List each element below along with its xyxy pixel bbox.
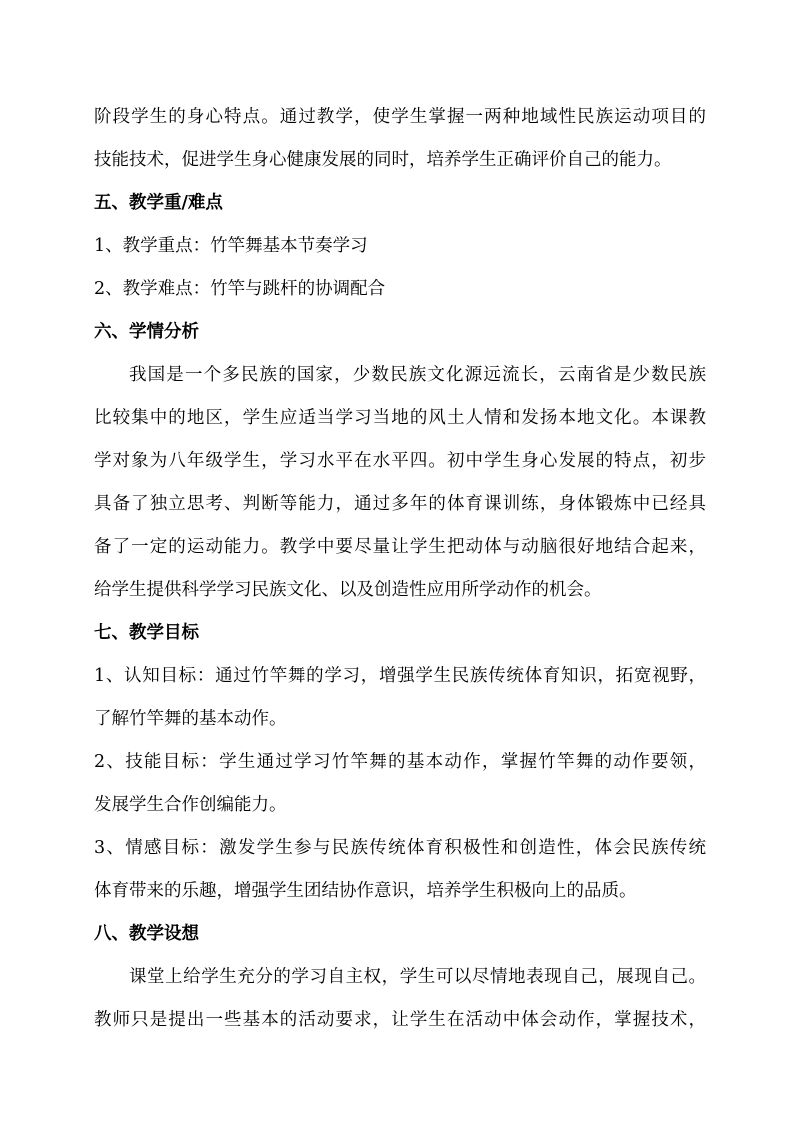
section-heading-student-analysis: 六、学情分析: [94, 322, 199, 342]
section-heading-objectives: 七、教学目标: [94, 623, 199, 643]
paragraph-line: 课堂上给学生充分的学习自主权，学生可以尽情地表现自己，展现自己。: [129, 967, 706, 987]
section-heading-teaching-design: 八、教学设想: [94, 924, 199, 944]
paragraph-line: 学对象为八年级学生，学习水平在水平四。初中学生身心发展的特点，初步: [94, 451, 706, 471]
intro-line: 阶段学生的身心特点。通过教学，使学生掌握一两种地域性民族运动项目的: [94, 107, 706, 127]
paragraph-line: 具备了独立思考、判断等能力，通过多年的体育课训练，身体锻炼中已经具: [94, 494, 706, 514]
objective-skill-line: 2、技能目标：学生通过学习竹竿舞的基本动作，掌握竹竿舞的动作要领，: [94, 752, 706, 772]
paragraph-line: 教师只是提出一些基本的活动要求，让学生在活动中体会动作，掌握技术，: [94, 1010, 706, 1030]
intro-line: 技能技术，促进学生身心健康发展的同时，培养学生正确评价自己的能力。: [94, 150, 672, 170]
section-heading-focus: 五、教学重/难点: [94, 193, 223, 213]
objective-cognitive-line: 了解竹竿舞的基本动作。: [94, 709, 287, 729]
objective-emotional-line: 体育带来的乐趣，增强学生团结协作意识，培养学生积极向上的品质。: [94, 881, 637, 901]
document-body: [94, 96, 706, 1042]
objective-emotional-line: 3、情感目标：激发学生参与民族传统体育积极性和创造性，体会民族传统: [94, 838, 706, 858]
paragraph-line: 备了一定的运动能力。教学中要尽量让学生把动体与动脑很好地结合起来，: [94, 537, 706, 557]
objective-cognitive-line: 1、认知目标：通过竹竿舞的学习，增强学生民族传统体育知识，拓宽视野，: [94, 666, 706, 686]
paragraph-line: 给学生提供科学学习民族文化、以及创造性应用所学动作的机会。: [94, 580, 602, 600]
paragraph-line: 比较集中的地区，学生应适当学习当地的风土人情和发扬本地文化。本课教: [94, 408, 706, 428]
paragraph-line: 我国是一个多民族的国家，少数民族文化源远流长，云南省是少数民族: [129, 365, 706, 385]
list-item-key-point: 1、教学重点：竹竿舞基本节奏学习: [94, 236, 368, 256]
objective-skill-line: 发展学生合作创编能力。: [94, 795, 287, 815]
list-item-difficulty: 2、教学难点：竹竿与跳杆的协调配合: [94, 279, 386, 299]
